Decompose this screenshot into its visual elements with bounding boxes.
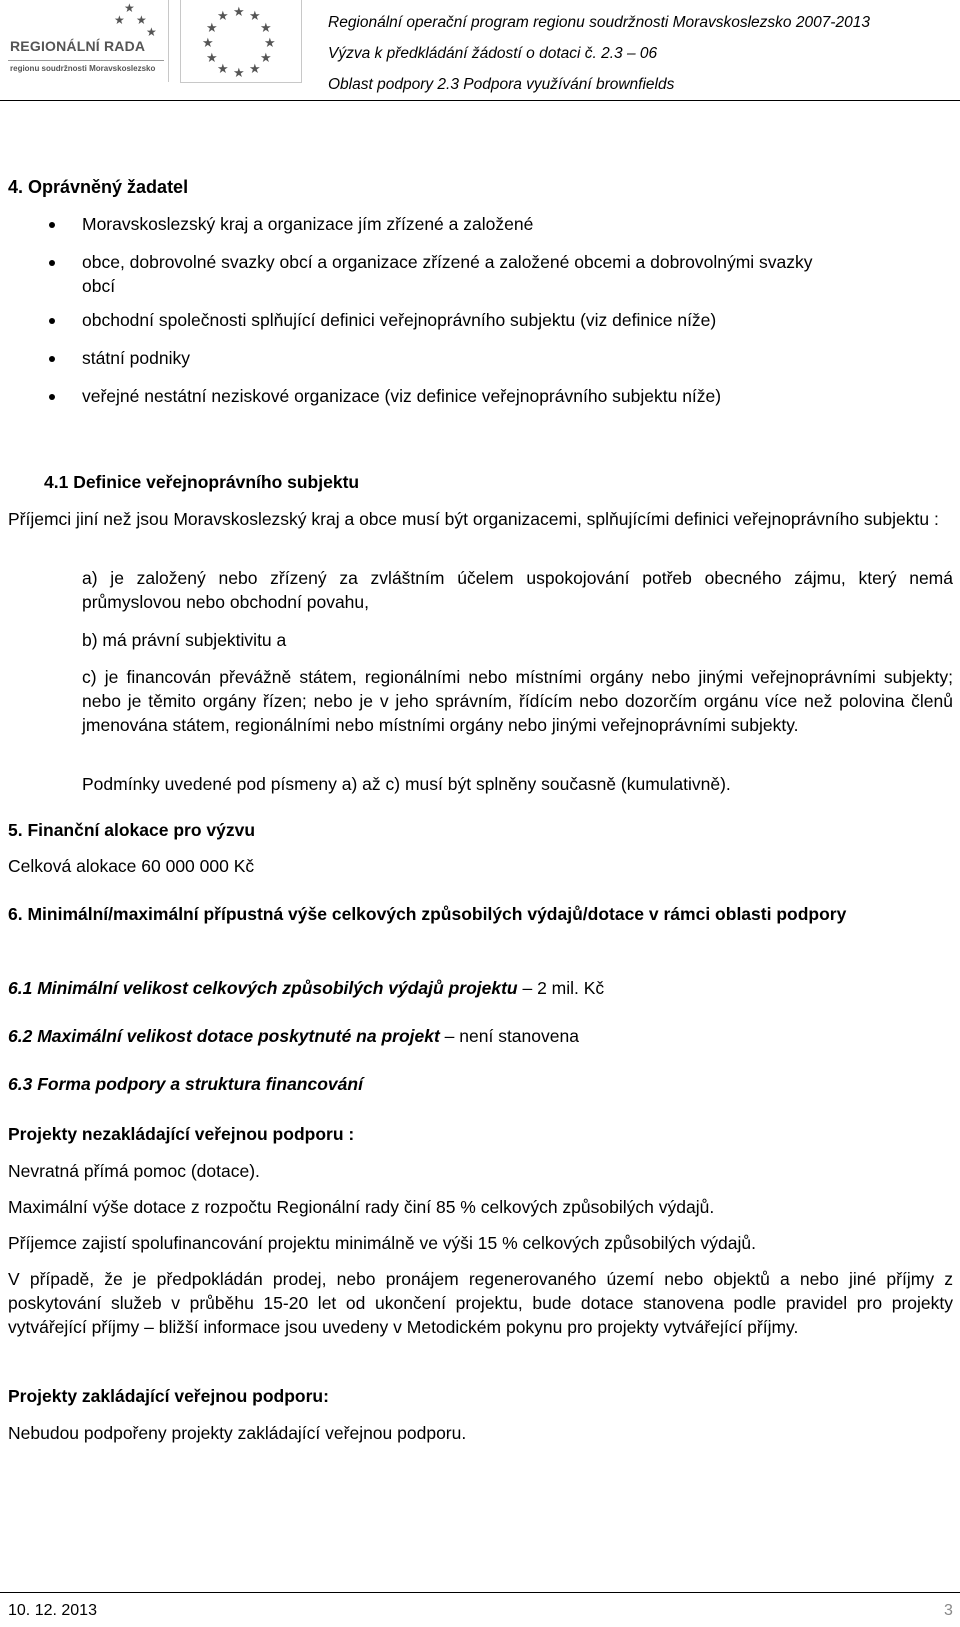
bullet-icon xyxy=(49,356,55,362)
state-aid-heading: Projekty zakládající veřejnou podporu: xyxy=(8,1386,329,1406)
header-title-block xyxy=(328,12,870,105)
header-rule xyxy=(0,100,960,101)
svg-text:★: ★ xyxy=(233,66,245,81)
list-item: Moravskoslezský kraj a organizace jím zřízené a založené xyxy=(82,214,534,234)
support-form-text: Nevratná přímá pomoc (dotace). xyxy=(8,1161,260,1181)
header-call-line: Výzva k předkládání žádostí o dotaci č. 2.3 – 06 xyxy=(328,45,658,62)
svg-text:★: ★ xyxy=(249,9,261,24)
list-item: státní podniky xyxy=(82,348,190,368)
section6-3-heading: 6.3 Forma podpory a struktura financování xyxy=(8,1074,363,1094)
section6-1-label: 6.1 Minimální velikost celkových způsobilých výdajů projektu xyxy=(8,978,518,998)
header-area-line: Oblast podpory 2.3 Podpora využívání brownfields xyxy=(328,76,675,93)
definition-item-c: c) je financován převážně státem, regionálními nebo místními orgány nebo jinými veřejnoprávními subjekty; nebo je těmito orgány řízen; nebo je v jeho správním, řídícím nebo dozorčím orgánu více než polovina členů jmenována státem, regionálními nebo místními orgány nebo jinými veřejnoprávními subjekty. xyxy=(82,667,953,735)
revenue-projects-text: V případě, že je předpokládán prodej, nebo pronájem regenerovaného území nebo objektů a nebo jiné příjmy z poskytování služeb v průběhu 15-20 let od ukončení projektu, bude dotace stanovena podle pravidel pro projekty vytvářející příjmy – bližší informace jsou uvedeny v Metodickém pokynu pro projekty vytvářející příjmy. xyxy=(8,1269,953,1337)
svg-text:★: ★ xyxy=(136,13,147,27)
list-item: obce, dobrovolné svazky obcí a organizace zřízené a založené obcemi a dobrovolnými svazky xyxy=(82,252,813,272)
list-item: veřejné nestátní neziskové organizace (viz definice veřejnoprávního subjektu níže) xyxy=(82,386,722,406)
svg-text:★: ★ xyxy=(124,1,135,15)
section6-2-value: – není stanovena xyxy=(439,1026,579,1046)
logo-subtitle: regionu soudržnosti Moravskoslezsko xyxy=(10,64,156,73)
no-state-aid-heading: Projekty nezakládající veřejnou podporu : xyxy=(8,1124,355,1144)
list-item-continuation: obcí xyxy=(82,276,116,296)
total-allocation: Celková alokace 60 000 000 Kč xyxy=(8,856,255,876)
definition-intro: Příjemci jiní než jsou Moravskoslezský kraj a obce musí být organizacemi, splňujícími definici veřejnoprávního subjektu : xyxy=(8,509,939,529)
section4-heading: 4. Oprávněný žadatel xyxy=(8,177,189,197)
section6-2-line xyxy=(8,1024,579,1048)
logo-divider xyxy=(8,60,164,61)
section5-heading: 5. Finanční alokace pro výzvu xyxy=(8,820,256,840)
cofinancing-text: Příjemce zajistí spolufinancování projektu minimálně ve výši 15 % celkových způsobilých výdajů. xyxy=(8,1233,756,1253)
section4-1-heading: 4.1 Definice veřejnoprávního subjektu xyxy=(44,472,360,492)
svg-text:★: ★ xyxy=(217,9,229,24)
regional-council-logo xyxy=(4,0,169,82)
svg-text:★: ★ xyxy=(146,25,157,39)
footer-rule xyxy=(0,1592,960,1593)
bullet-icon xyxy=(49,318,55,324)
eu-stars-icon xyxy=(181,0,301,82)
svg-text:★: ★ xyxy=(206,21,218,36)
footer-date: 10. 12. 2013 xyxy=(8,1602,97,1619)
svg-text:★: ★ xyxy=(233,5,245,20)
definition-conditions: Podmínky uvedené pod písmeny a) až c) musí být splněny současně (kumulativně). xyxy=(82,774,731,794)
svg-text:★: ★ xyxy=(217,62,229,77)
max-grant-text: Maximální výše dotace z rozpočtu Regionální rady činí 85 % celkových způsobilých výdajů. xyxy=(8,1197,715,1217)
section6-1-line xyxy=(8,976,604,1000)
bullet-icon xyxy=(49,394,55,400)
svg-text:★: ★ xyxy=(249,62,261,77)
definition-item-a: a) je založený nebo zřízený za zvláštním účelem uspokojování potřeb obecného zájmu, který nemá průmyslovou nebo obchodní povahu, xyxy=(82,568,953,612)
svg-text:★: ★ xyxy=(206,51,218,66)
state-aid-text: Nebudou podpořeny projekty zakládající veřejnou podporu. xyxy=(8,1423,467,1443)
header-program-line: Regionální operační program regionu soudržnosti Moravskoslezsko 2007-2013 xyxy=(328,14,870,31)
logo-title: REGIONÁLNÍ RADA xyxy=(10,38,146,54)
svg-text:★: ★ xyxy=(264,36,276,51)
list-item: obchodní společnosti splňující definici veřejnoprávního subjektu (viz definice níže) xyxy=(82,310,717,330)
section6-1-value: – 2 mil. Kč xyxy=(517,978,605,998)
page-header xyxy=(0,0,960,104)
section6-heading: 6. Minimální/maximální přípustná výše celkových způsobilých výdajů/dotace v rámci oblasti podpory xyxy=(8,904,847,924)
section6-2-label: 6.2 Maximální velikost dotace poskytnuté na projekt xyxy=(8,1026,440,1046)
eu-flag-logo xyxy=(180,0,302,83)
logo-stars-icon xyxy=(96,0,166,40)
svg-text:★: ★ xyxy=(202,36,214,51)
bullet-icon xyxy=(49,222,55,228)
svg-text:★: ★ xyxy=(114,13,125,27)
svg-text:★: ★ xyxy=(260,21,272,36)
definition-item-b: b) má právní subjektivitu a xyxy=(82,630,287,650)
page-number: 3 xyxy=(944,1602,953,1619)
bullet-icon xyxy=(49,260,55,266)
svg-text:★: ★ xyxy=(260,51,272,66)
